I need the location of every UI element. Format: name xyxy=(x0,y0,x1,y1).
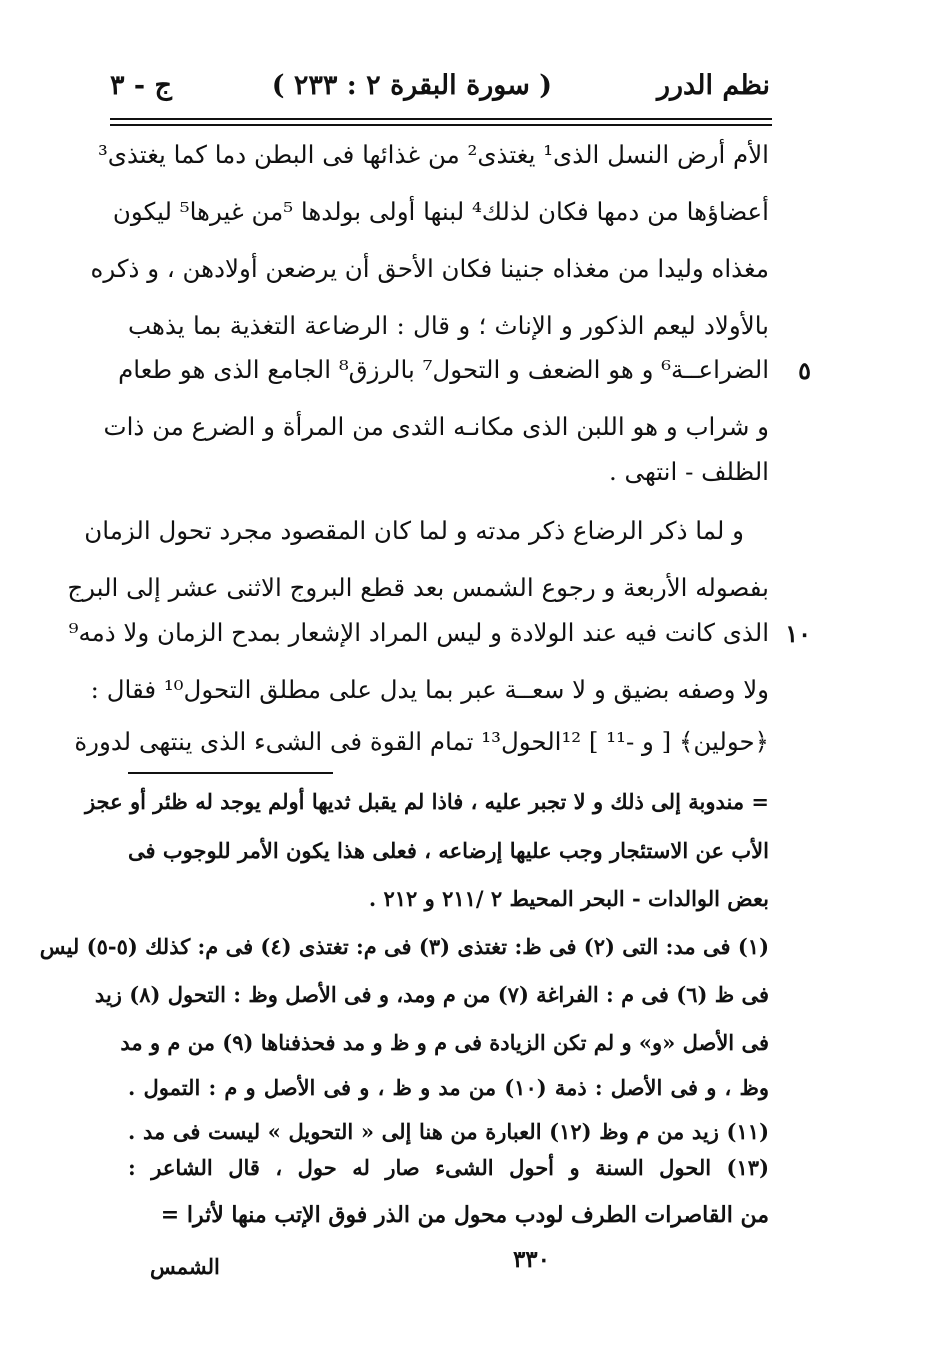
running-header xyxy=(110,70,770,114)
footnote-line: فى ظ (٦) فى م : الفراغة (٧) من م ومد، و فى الأصل وظ : التحول (٨) زيد xyxy=(94,982,769,1007)
book-title: نظم الدرر xyxy=(656,70,770,101)
header-rule xyxy=(110,118,772,120)
footnote-line: (١١) زيد من م وظ (١٢) العبارة من هنا إلى « التحويل » ليست فى مد . xyxy=(128,1119,769,1144)
page-footer xyxy=(150,1246,550,1286)
footnote-line: وظ ، و فى الأصل : ذمة (١٠) من مد و ظ ، و فى الأصل و م : التمول . xyxy=(128,1075,769,1100)
body-line: الأم أرض النسل الذى¹ يغتذى² من غذائها فى البطن دما كما يغتذى³ xyxy=(97,140,769,169)
body-line: الذى كانت فيه عند الولادة و ليس المراد الإشعار بمدح الزمان ولا ذمه⁹ xyxy=(68,618,769,647)
catchword: الشمس xyxy=(150,1254,220,1279)
footnote-line: بعض الوالدات - البحر المحيط ٢ /٢١١ و ٢١٢ . xyxy=(368,886,769,911)
footnote-line: (١) فى مد: التى (٢) فى ظ: تغتذى (٣) فى م: تغتذى (٤) فى م: كذلك (٥-٥) ليس xyxy=(39,934,769,959)
line-number-ten: ١٠ xyxy=(785,619,811,648)
footnote-separator xyxy=(128,772,333,774)
body-line: ﴿حولين﴾ [ و -¹¹ ] ¹²الحول¹³ تمام القوة فى الشىء الذى ينتهى لدورة xyxy=(74,727,769,756)
body-line: الضراعــة⁶ و هو الضعف و التحول⁷ بالرزق⁸ الجامع الذى هو طعام xyxy=(118,355,769,384)
page-number: ٣٣٠ xyxy=(512,1246,550,1273)
surah-reference: ( سورة البقرة ٢ : ٢٣٣ ) xyxy=(271,70,552,101)
footnote-line: (١٣) الحول السنة و أحول الشىء صار له حول ، قال الشاعر : xyxy=(128,1155,769,1180)
volume-number: ج - ٣ xyxy=(110,70,172,101)
body-line: و لما ذكر الرضاع ذكر مدته و لما كان المقصود مجرد تحول الزمان xyxy=(84,516,744,545)
body-line: بفصوله الأربعة و رجوع الشمس بعد قطع البروج الاثنى عشر إلى البرج xyxy=(67,573,769,602)
verse-line: من القاصرات الطرف لودب محول من الذر فوق الإتب منها لأثرا = xyxy=(160,1202,769,1228)
body-line: ولا وصفه بضيق و لا سعــة عبر بما يدل على مطلق التحول¹⁰ فقال : xyxy=(90,675,769,704)
footnote-line: = مندوبة إلى ذلك و لا تجبر عليه ، فاذا لم يقبل ثديها أولم يوجد له ظئر أو عجز xyxy=(84,789,769,814)
body-line: مغذاه وليدا من مغذاه جنينا فكان الأحق أن يرضعن أولادهن ، و ذكره xyxy=(90,254,769,283)
body-line: بالأولاد ليعم الذكور و الإناث ؛ و قال : الرضاعة التغذية بما يذهب xyxy=(128,311,769,340)
line-number-five: ٥ xyxy=(798,356,811,385)
body-line: أعضاؤها من دمها فكان لذلك⁴ لبنها أولى بولدها ⁵من غيرها⁵ ليكون xyxy=(112,197,769,226)
header-rule-second xyxy=(110,124,772,126)
body-line: و شراب و هو اللبن الذى مكانـه الثدى من المرأة و الضرع من ذات xyxy=(103,412,769,441)
footnote-line: فى الأصل «و» و لم تكن الزيادة فى م و ظ و مد فحذفناها (٩) من م و مد xyxy=(120,1030,769,1055)
footnote-line: الأب عن الاستئجار وجب عليها إرضاعه ، فعلى هذا يكون الأمر للوجوب فى xyxy=(128,838,769,863)
body-line: الظلف - انتهى . xyxy=(608,457,769,486)
